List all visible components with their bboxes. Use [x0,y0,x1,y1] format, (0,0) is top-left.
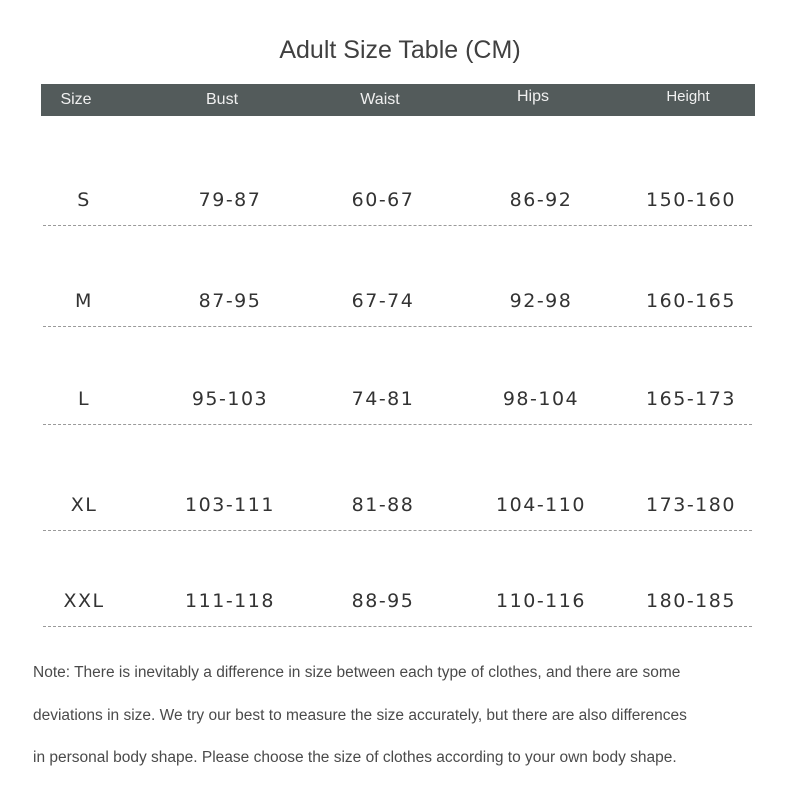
table-row [43,185,752,226]
size-note [33,652,773,780]
cell-height: 180-185 [646,590,736,612]
header-waist: Waist [360,91,400,108]
cell-bust: 87-95 [198,290,262,312]
cell-bust: 79-87 [198,189,262,211]
cell-waist: 74-81 [351,388,415,410]
table-row [43,490,752,531]
cell-hips: 92-98 [509,290,573,312]
cell-waist: 60-67 [351,189,415,211]
cell-waist: 67-74 [351,290,415,312]
header-size: Size [60,91,92,108]
cell-hips: 86-92 [509,189,573,211]
cell-waist: 88-95 [351,590,415,612]
cell-height: 173-180 [646,494,736,516]
page-title: Adult Size Table (CM) [279,36,521,64]
header-height: Height [666,88,710,105]
note-line: deviations in size. We try our best to measure the size accurately, but there are also differences [33,706,687,724]
cell-bust: 95-103 [191,388,269,410]
cell-waist: 81-88 [351,494,415,516]
cell-size: XXL [63,590,105,612]
table-header [41,84,755,116]
cell-hips: 104-110 [496,494,586,516]
table-row [43,586,752,627]
cell-height: 150-160 [646,189,736,211]
table-row [43,384,752,425]
cell-size: M [75,290,93,312]
cell-bust: 111-118 [185,590,275,612]
note-line: in personal body shape. Please choose the size of clothes according to your own body shape. [33,749,677,766]
table-row [43,286,752,327]
header-bust: Bust [205,91,239,108]
cell-hips: 110-116 [496,590,586,612]
cell-height: 160-165 [646,290,736,312]
cell-size: S [77,189,91,211]
cell-hips: 98-104 [502,388,580,410]
note-line: Note: There is inevitably a difference in size between each type of clothes, and there are some [33,664,681,681]
cell-height: 165-173 [646,388,736,410]
header-hips: Hips [516,88,550,105]
cell-size: L [77,388,91,410]
cell-size: XL [70,494,98,516]
cell-bust: 103-111 [185,494,275,516]
